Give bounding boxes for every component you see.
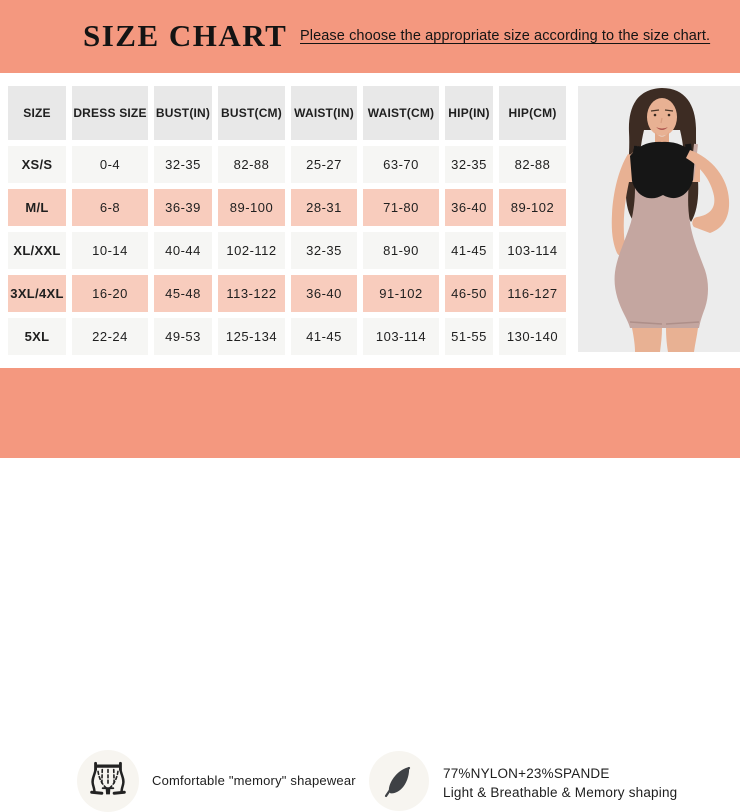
page-title: SIZE CHART	[83, 18, 288, 53]
table-cell: 36-40	[291, 275, 357, 312]
top-banner	[0, 0, 740, 73]
table-cell: 32-35	[291, 232, 357, 269]
table-cell: 89-100	[218, 189, 285, 226]
table-cell: 71-80	[363, 189, 439, 226]
feature-circle-left	[77, 750, 139, 812]
bra	[630, 142, 695, 198]
feather-icon	[381, 763, 417, 799]
bottom-banner	[0, 368, 740, 800]
header-cell: WAIST(CM)	[363, 86, 439, 140]
header-cell: SIZE	[8, 86, 66, 140]
table-cell: 32-35	[154, 146, 212, 183]
header-cell: HIP(CM)	[499, 86, 566, 140]
table-cell: 82-88	[499, 146, 566, 183]
shapewear-icon	[86, 759, 130, 803]
table-cell: 91-102	[363, 275, 439, 312]
table-cell: 116-127	[499, 275, 566, 312]
table-cell: 10-14	[72, 232, 148, 269]
face	[647, 98, 677, 136]
model-illustration	[578, 86, 740, 352]
table-cell: 0-4	[72, 146, 148, 183]
size-cell: M/L	[8, 189, 66, 226]
header-cell: DRESS SIZE	[72, 86, 148, 140]
table-cell: 45-48	[154, 275, 212, 312]
header-cell: WAIST(IN)	[291, 86, 357, 140]
header-cell: HIP(IN)	[445, 86, 493, 140]
size-cell: XS/S	[8, 146, 66, 183]
table-cell: 81-90	[363, 232, 439, 269]
table-cell: 130-140	[499, 318, 566, 355]
table-cell: 49-53	[154, 318, 212, 355]
table-cell: 103-114	[363, 318, 439, 355]
model-photo	[578, 86, 740, 352]
table-cell: 22-24	[72, 318, 148, 355]
table-cell: 89-102	[499, 189, 566, 226]
page-subtitle: Please choose the appropriate size according to the size chart.	[300, 28, 711, 44]
feature-text-memory: Comfortable "memory" shapewear	[152, 773, 356, 788]
table-cell: 41-45	[291, 318, 357, 355]
feature-circle-right	[369, 751, 429, 811]
table-cell: 82-88	[218, 146, 285, 183]
table-cell: 36-39	[154, 189, 212, 226]
table-cell: 103-114	[499, 232, 566, 269]
size-table	[8, 86, 566, 355]
table-cell: 32-35	[445, 146, 493, 183]
table-cell: 25-27	[291, 146, 357, 183]
table-cell: 113-122	[218, 275, 285, 312]
table-cell: 63-70	[363, 146, 439, 183]
header-cell: BUST(CM)	[218, 86, 285, 140]
table-cell: 46-50	[445, 275, 493, 312]
size-cell: 5XL	[8, 318, 66, 355]
table-cell: 41-45	[445, 232, 493, 269]
table-cell: 40-44	[154, 232, 212, 269]
feature-text-benefits: Light & Breathable & Memory shaping	[443, 785, 678, 800]
table-cell: 36-40	[445, 189, 493, 226]
header-cell: BUST(IN)	[154, 86, 212, 140]
table-cell: 125-134	[218, 318, 285, 355]
table-cell: 51-55	[445, 318, 493, 355]
size-cell: 3XL/4XL	[8, 275, 66, 312]
table-cell: 102-112	[218, 232, 285, 269]
table-cell: 6-8	[72, 189, 148, 226]
table-cell: 16-20	[72, 275, 148, 312]
feature-text-fabric: 77%NYLON+23%SPANDE	[443, 766, 610, 781]
size-cell: XL/XXL	[8, 232, 66, 269]
table-cell: 28-31	[291, 189, 357, 226]
